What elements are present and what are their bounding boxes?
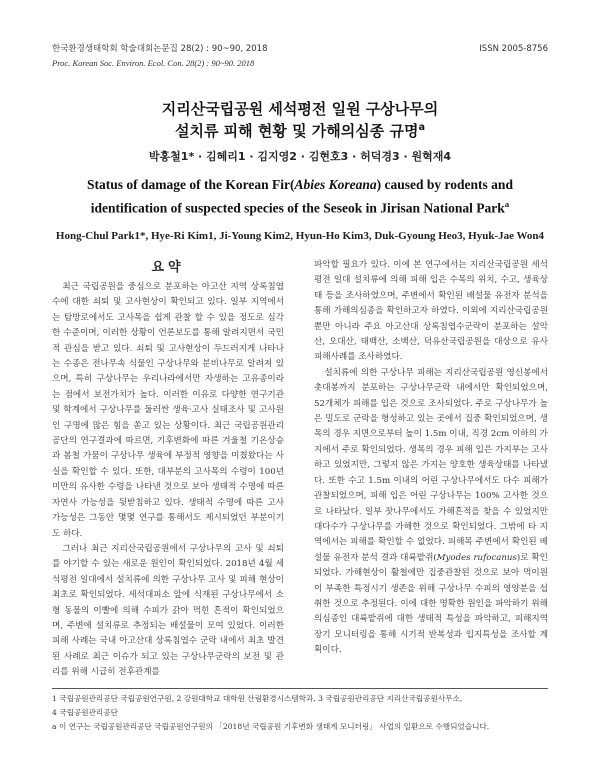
abstract-paragraph-2: 그러나 최근 지리산국립공원에서 구상나무의 고사 및 쇠퇴를 야기할 수 있는 새로운 원인이 확인되었다. 2018년 4월 세석평전 일대에서 설치류에 의한 구상나무 고사 및 피해 현상이 최초로 확인되었다. 세석대피소 앞에 식재된 구상나무에서 소형 동물의 이빨에 의해 수피가 갉아 먹힌 흔적이 확인되었으며, 주변에 설치류로 추정되는 배설물이 모여 있었다. 이러한 피해 사례는 국내 아고산대 상록침엽수 군락 내에서 최초 발견된 사례로 최근 이슈가 되고 있는 구상나무군락의 보전 및 관리를 위해 시급히 전후관계를 [52,543,284,678]
authors-kr: 박홍철1* · 김혜리1 · 김지영2 · 김현호3 · 허덕경3 · 원혁재4 [148,150,452,163]
title-en-line2-text: identification of suspected species of the Seseok in Jirisan National Park [90,200,505,216]
abstract-column-left [52,280,284,681]
abstract-paragraph-4 [314,366,548,659]
title-en-footnote-mark: a [504,199,510,209]
footnote-divider [52,688,548,689]
title-en-line1-b: ) caused by rodents and [376,177,513,192]
issn: ISSN 2005-8756 [479,44,548,54]
title-kr-footnote-mark: a [418,122,426,133]
footnote-funding: a 이 연구는 국립공원관리공단 국립공원연구원의 「2018년 국립공원 기후변화 생태계 모니터링」 사업의 일환으로 수행되었습니다. [52,722,490,731]
footnote-affiliation-4: 4 국립공원관리공단 [52,708,118,717]
title-en-species: Abies Koreana [294,177,377,192]
title-kr-line1: 지리산국립공원 세석평전 일원 구상나무의 [161,100,439,118]
abstract-paragraph-3: 파악할 필요가 있다. 이에 본 연구에서는 지리산국립공원 세석평전 일대 설치류에 의해 피해 입은 수목의 위치, 수고, 생육상태 등을 조사하였으며, 주변에서 확인된 배설물 유전자 분석을 통해 가해의심종을 확인하고자 하였다. 이외에 지리산국립공원뿐만 아니라 주요 아고산대 상록침엽수군락이 분포하는 설악산, 오대산, 태백산, 소백산, 덕유산국립공원을 대상으로 유사 피해사례를 조사하였다. [314,260,548,363]
abstract-paragraph-4-a: 설치류에 의한 구상나무 피해는 지리산국립공원 영신봉에서 촛대봉까지 분포하는 구상나무군락 내에서만 확인되었으며, 52개체가 피해를 입은 것으로 조사되었다. 주로 구상나무가 높은 밀도로 군락을 형성하고 있는 곳에서 집중 확인되었으며, 생목의 경우 지면으로부터 높이 1.5m 이내, 직경 2cm 이하의 가지에서 주로 확인되었다. 생목의 경우 피해 입은 가지부는 고사하고 있었지만, 그렇지 않은 가지는 양호한 생육상태를 나타냈다. 또한 수고 1.5m 이내의 어린 구상나무에서도 다수 피해가 관찰되었으며, 피해 입은 어린 구상나무는 100% 고사한 것으로 나타났다. 일부 잣나무에서도 가해흔적을 찾을 수 있었지만 대다수가 구상나무를 가해한 것으로 확인되었다. 그밖에 타 지역에서는 피해를 확인할 수 없었다. 피해목 주변에서 확인된 배설물 유전자 분석 결과 대륙밭쥐( [314,367,548,563]
title-kr-line2-text: 설치류 피해 현황 및 가해의심종 규명 [174,122,419,140]
footnote-affiliations: 1 국립공원관리공단 국립공원연구원, 2 강원대학교 대학원 산림환경시스템학과, 3 국립공원관리공단 지리산국립공원사무소, [52,694,463,703]
journal-citation-kr: 한국환경생태학회 학술대회논문집 28(2) : 90~90, 2018 [52,44,268,54]
species-name: Myodes rufocanus [436,552,517,563]
authors-en: Hong-Chul Park1*, Hye-Ri Kim1, Ji-Young Kim2, Hyun-Ho Kim3, Duk-Gyoung Heo3, Hyuk-Jae Won4 [55,230,545,242]
journal-header [52,42,548,70]
title-en-line1 [60,177,540,193]
journal-citation-en: Proc. Korean Soc. Environ. Ecol. Con. 28(2) : 90~90. 2018 [52,58,255,68]
abstract-paragraph-4-b: )로 확인되었다. 가해현상이 활철에만 집중관찰된 것으로 보아 먹이원이 부족한 특정시기 생존을 위해 구상나무 수피의 영양분을 섭취한 것으로 추정된다. 이에 대한 명확한 원인을 파악하기 위해 의심종인 대륙밭쥐에 대한 생태적 특성을 파악하고, 피해지역 장기 모니터링을 통해 시기적 반복성과 입지특성을 조사할 계획이다. [314,552,548,656]
title-kr-line2 [40,120,560,141]
title-en-line1-a: Status of damage of the Korean Fir( [87,177,295,192]
abstract-column-right [314,258,548,659]
abstract-paragraph-1: 최근 국립공원을 중심으로 분포하는 아고산 지역 상록침엽수에 대한 쇠퇴 및 고사현상이 확인되고 있다. 일부 지역에서는 탐방로에서도 고사목을 쉽게 관찰 할 수 있을 정도로 심각한 수준이며, 이러한 상황이 언론보도를 통해 알려지면서 국민적 관심을 받고 있다. 쇠퇴 및 고사현상이 두드러지게 나타나는 수종은 전나무속 식물인 구상나무와 분비나무로 알려져 있으며, 특히 구상나무는 우리나라에서만 자생하는 고유종이라는 점에서 보전가치가 높다. 이러한 이유로 다양한 연구기관 및 학계에서 구상나무를 둘러싼 생육·고사 실태조사 및 고사원인 구명에 많은 힘을 쏟고 있는 상황이다. 최근 국립공원관리공단의 연구결과에 따르면, 기후변화에 따른 겨울철 기온상승과 봄철 가뭄이 구상나무 생육에 부정적 영향을 미쳤왔다는 사실을 확인할 수 있다. 또한, 대부분의 고사목의 수령이 100년 미만의 유사한 수령을 나타낸 것으로 보아 생태적 수명에 따른 자연사 가능성을 뒷받침하고 있다. 생태적 수명에 따른 고사 가능성은 그동안 몇몇 연구를 통해서도 제시되었던 부분이기도 하다. [52,282,284,539]
abstract-heading: 요약 [151,260,185,275]
title-en-line2 [60,199,540,217]
